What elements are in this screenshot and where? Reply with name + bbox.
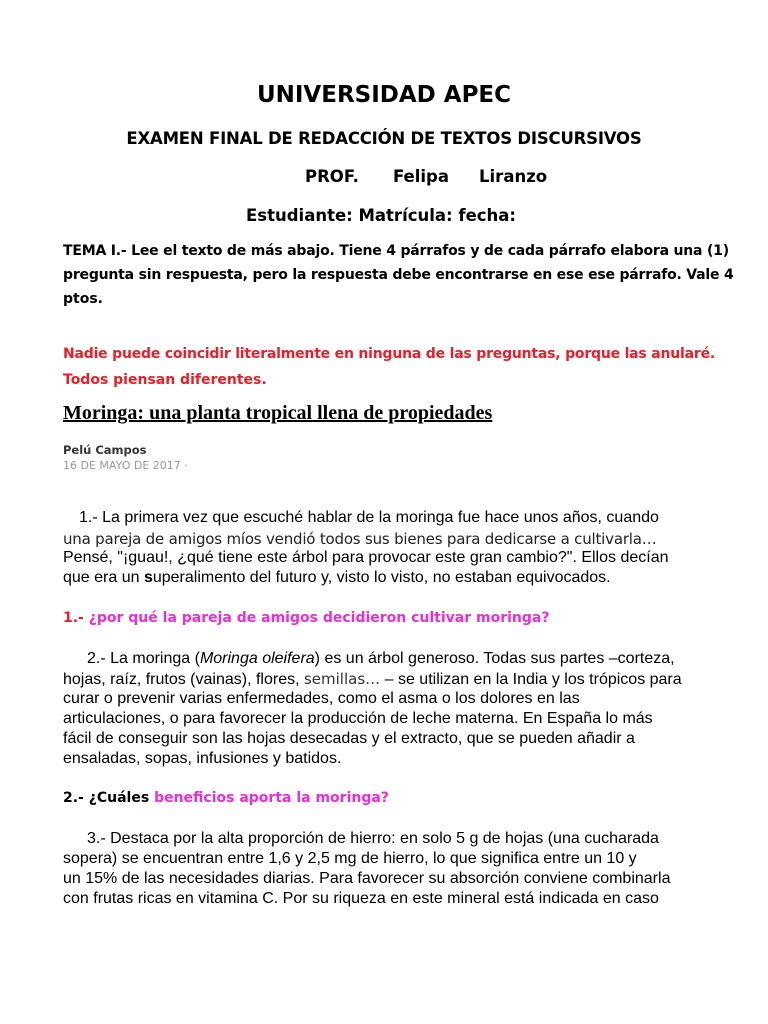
question-1-number: 1.- <box>63 610 89 626</box>
university-title: UNIVERSIDAD APEC <box>256 82 512 108</box>
exam-title: EXAMEN FINAL DE REDACCIÓN DE TEXTOS DISCURSIVOS <box>126 129 642 148</box>
paragraph-1-line-2: una pareja de amigos míos vendió todos sus bienes para dedicarse a cultivarla… <box>63 530 657 548</box>
paragraph-2-line-5: fácil de conseguir son las hojas desecadas y el extracto, que se pueden añadir a <box>63 730 635 747</box>
tema-line-1: TEMA I.- Lee el texto de más abajo. Tiene 4 párrafos y de cada párrafo elabora una (1) <box>63 243 729 259</box>
paragraph-2-line-3: curar o prevenir varias enfermedades, como el asma o los dolores en las <box>63 690 580 707</box>
tema-line-2: pregunta sin respuesta, pero la respuesta debe encontrarse en ese ese párrafo. Vale 4 <box>63 267 734 283</box>
paragraph-2-line-2-end: – se utilizan en la India y los trópicos para <box>380 671 682 688</box>
article-date: 16 DE MAYO DE 2017 · <box>63 459 188 472</box>
paragraph-1-line-4-start: que era un <box>63 569 144 586</box>
paragraph-3-line-4: con frutas ricas en vitamina C. Por su riqueza en este mineral está indicada en caso <box>63 890 659 907</box>
paragraph-2-line-2-start: hojas, raíz, frutos (vainas), flores, <box>63 671 304 688</box>
paragraph-2-seeds: semillas… <box>303 670 381 688</box>
paragraph-2-line-1 <box>87 650 675 668</box>
paragraph-1-bold-letter: s <box>143 569 153 586</box>
scientific-name: Moringa oleifera <box>199 650 315 667</box>
question-2-text: beneficios aporta la moringa? <box>154 790 389 806</box>
warning-line-1: Nadie puede coincidir literalmente en ninguna de las preguntas, porque las anularé. <box>63 346 715 362</box>
warning-line-2: Todos piensan diferentes. <box>63 372 267 388</box>
question-2-number: 2.- ¿Cuáles <box>63 790 155 806</box>
student-line: Estudiante: Matrícula: fecha: <box>246 206 517 225</box>
question-2 <box>63 790 389 806</box>
paragraph-1-line-4 <box>63 569 611 587</box>
professor-first-name: Felipa <box>392 167 450 186</box>
paragraph-1-line-4-end: uperalimento del futuro y, visto lo visto, no estaban equivocados. <box>152 569 611 586</box>
article-title: Moringa: una planta tropical llena de propiedades <box>63 402 493 424</box>
tema-line-3: ptos. <box>63 291 103 307</box>
article-author: Pelú Campos <box>63 443 147 457</box>
paragraph-1-line-3: Pensé, "¡guau!, ¿qué tiene este árbol para provocar este gran cambio?". Ellos decían <box>63 549 669 566</box>
paragraph-3-line-1: 3.- Destaca por la alta proporción de hierro: en solo 5 g de hojas (una cucharada <box>87 830 659 847</box>
professor-line <box>305 167 547 186</box>
paragraph-2-line-4: articulaciones, o para favorecer la producción de leche materna. En España lo más <box>63 710 653 727</box>
paragraph-2-line-1-end: ) es un árbol generoso. Todas sus partes –corteza, <box>314 650 675 667</box>
paragraph-3-line-2: sopera) se encuentran entre 1,6 y 2,5 mg de hierro, lo que significa entre un 10 y <box>63 850 637 867</box>
paragraph-3-line-3: un 15% de las necesidades diarias. Para favorecer su absorción conviene combinarla <box>63 870 671 887</box>
paragraph-1-line-1: 1.- La primera vez que escuché hablar de la moringa fue hace unos años, cuando <box>79 509 659 526</box>
paragraph-2-line-2 <box>63 670 682 689</box>
question-1-text: ¿por qué la pareja de amigos decidieron cultivar moringa? <box>88 610 550 626</box>
paragraph-2-line-1-start: 2.- La moringa ( <box>87 650 200 667</box>
question-1 <box>63 610 550 626</box>
paragraph-2-line-6: ensaladas, sopas, infusiones y batidos. <box>63 750 342 767</box>
professor-last-name: Liranzo <box>479 167 548 186</box>
professor-label: PROF. <box>305 167 359 186</box>
